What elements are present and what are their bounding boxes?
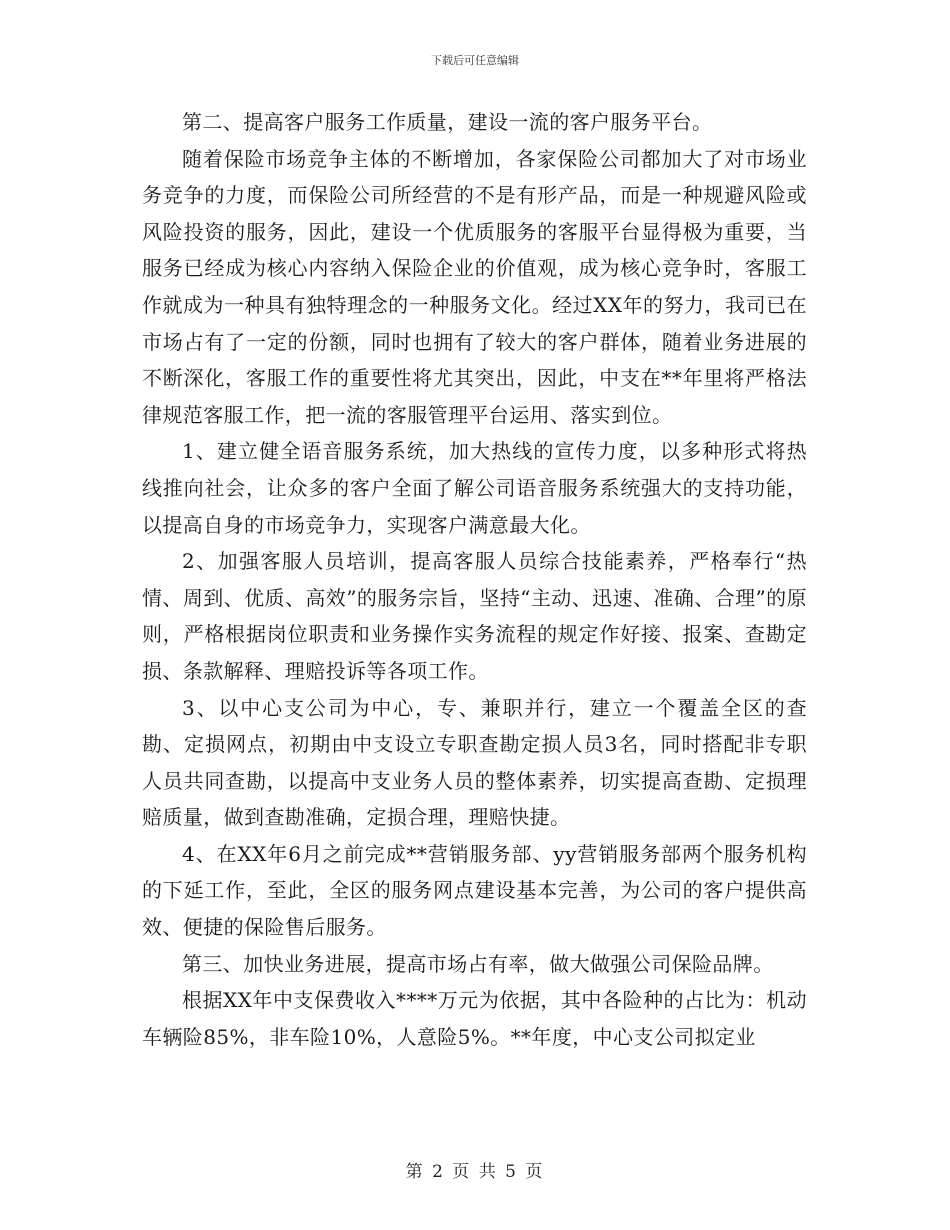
paragraph-premium-basis: 根据XX年中支保费收入****万元为依据，其中各险种的占比为：机动车辆险85%，非车险10%，人意险5%。**年度，中心支公司拟定业 (142, 988, 807, 1049)
paragraph-section-three-title: 第三、加快业务进展，提高市场占有率，做大做强公司保险品牌。 (182, 951, 774, 976)
paragraph-section-two-title: 第二、提高客户服务工作质量，建设一流的客户服务平台。 (182, 110, 713, 134)
paragraph-item-3: 3、以中心支公司为中心，专、兼职并行，建立一个覆盖全区的查勘、定损网点，初期由中支设立专职查勘定损人员3名，同时搭配非专职人员共同查勘，以提高中支业务人员的整体素养，切实提高查勘、定损理赔质量，做到查勘准确，定损合理，理赔快捷。 (142, 695, 807, 830)
document-body (142, 104, 807, 1055)
page-number: 第 2 页 共 5 页 (405, 1162, 545, 1182)
paragraph-intro: 随着保险市场竞争主体的不断增加，各家保险公司都加大了对市场业务竞争的力度，而保险公司所经营的不是有形产品，而是一种规避风险或风险投资的服务，因此，建设一个优质服务的客服平台显得极为重要，当服务已经成为核心内容纳入保险企业的价值观，成为核心竞争时，客服工作就成为一种具有独特理念的一种服务文化。经过XX年的努力，我司已在市场占有了一定的份额，同时也拥有了较大的客户群体，随着业务进展的不断深化，客服工作的重要性将尤其突出，因此，中支在**年里将严格法律规范客服工作，把一流的客服管理平台运用、落实到位。 (142, 146, 807, 427)
paragraph-item-2: 2、加强客服人员培训，提高客服人员综合技能素养，严格奉行“热情、周到、优质、高效”的服务宗旨，坚持“主动、迅速、准确、合理”的原则，严格根据岗位职责和业务操作实务流程的规定作好接、报案、查勘定损、条款解释、理赔投诉等各项工作。 (142, 549, 807, 683)
paragraph-item-4: 4、在XX年6月之前完成**营销服务部、yy营销服务部两个服务机构的下延工作，至此，全区的服务网点建设基本完善，为公司的客户提供高效、便捷的保险售后服务。 (142, 841, 807, 940)
paragraph-item-1: 1、建立健全语音服务系统，加大热线的宣传力度，以多种形式将热线推向社会，让众多的客户全面了解公司语音服务系统强大的支持功能，以提高自身的市场竞争力，实现客户满意最大化。 (142, 439, 807, 537)
page-header: 下载后可任意编辑 (431, 54, 519, 67)
